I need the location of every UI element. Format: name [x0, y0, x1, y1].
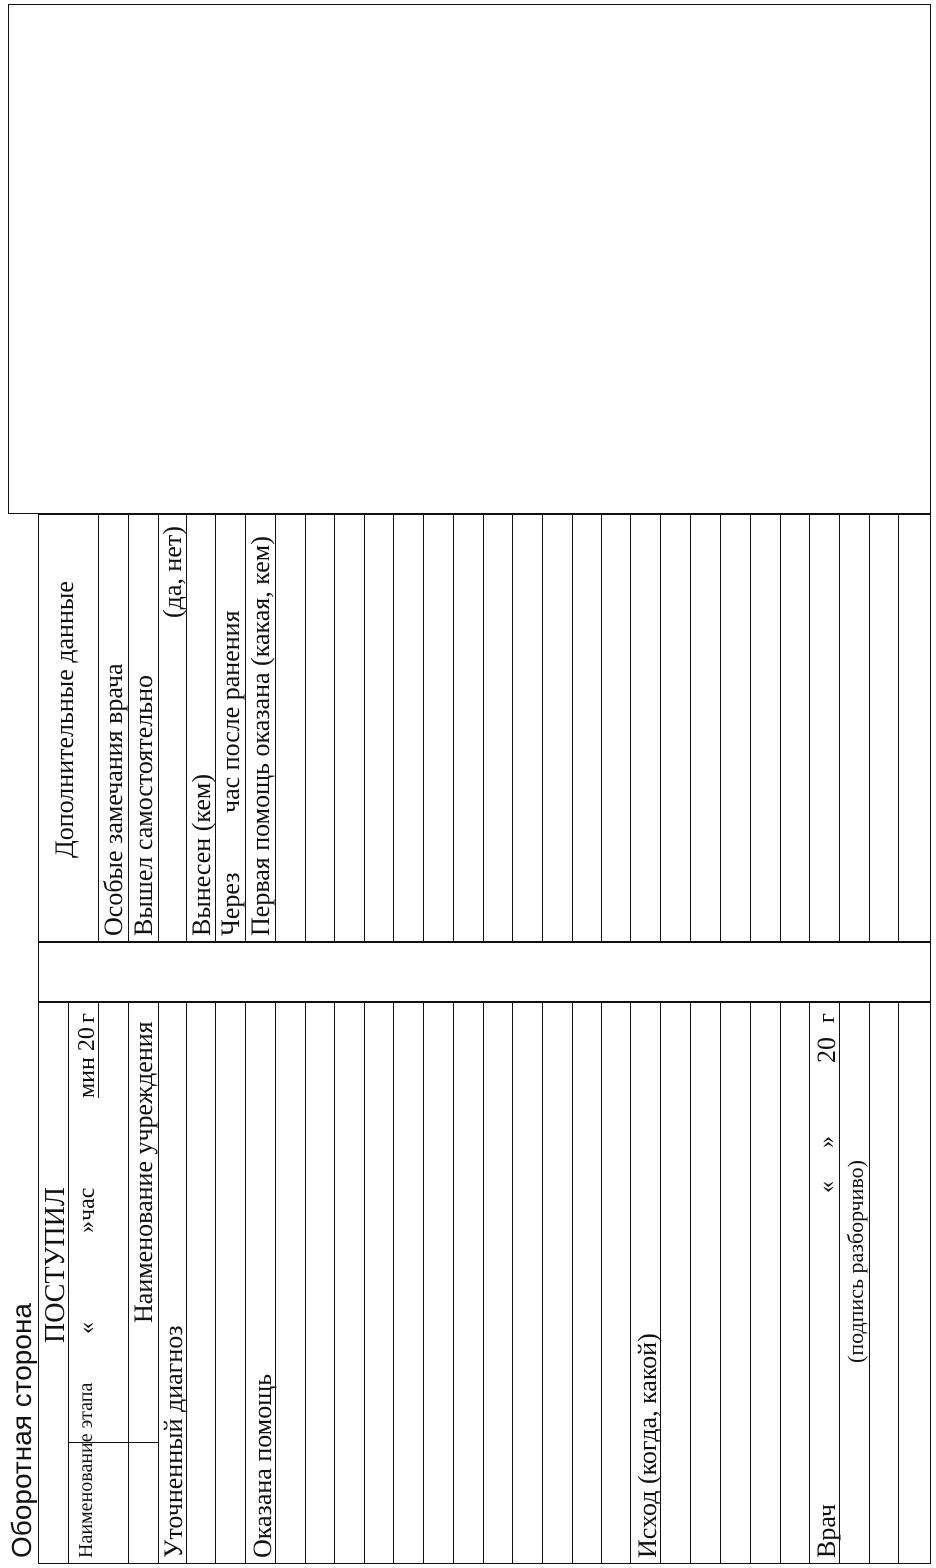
additional-rule [453, 514, 454, 942]
notes-area [8, 4, 931, 514]
help-label: Оказана помощь [248, 1373, 277, 1558]
additional-rule [690, 514, 691, 942]
arrival-rule [423, 1002, 424, 1564]
arrival-rule [572, 1002, 573, 1564]
additional-rule [542, 514, 543, 942]
additional-rule [423, 514, 424, 942]
additional-rule [275, 514, 276, 942]
arrival-rule [245, 1002, 246, 1564]
doctor-year: 20 [812, 1037, 841, 1063]
arrival-rule [720, 1002, 721, 1564]
arrival-rule [483, 1002, 484, 1564]
arrival-rule [780, 1002, 781, 1564]
first-aid-label: Первая помощь оказана (какая, кем) [246, 536, 275, 936]
additional-rule [572, 514, 573, 942]
arrival-rule [601, 1002, 602, 1564]
walked-out-label: Вышел самостоятельно [129, 674, 158, 936]
carried-by-label: Вынесен (кем) [187, 773, 216, 936]
stage-label: Наименование этапа [75, 1382, 97, 1558]
diagnosis-label: Уточненный диагноз [159, 1325, 188, 1558]
doctor-label: Врач [812, 1504, 841, 1558]
date-open-quote: « [74, 1322, 100, 1334]
arrival-rule [750, 1002, 751, 1564]
date-year-suffix: г [74, 1013, 100, 1023]
signature-hint: (подпись разборчиво) [843, 1159, 868, 1363]
arrival-header: ПОСТУПИЛ [40, 1187, 71, 1343]
yes-no-hint: (да, нет) [158, 526, 187, 618]
arrival-rule [393, 1002, 394, 1564]
arrival-rule [809, 1002, 810, 1564]
arrival-rule [364, 1002, 365, 1564]
additional-header: Дополнительные данные [50, 581, 79, 858]
additional-rule [483, 514, 484, 942]
additional-rule [630, 514, 631, 942]
additional-rule [869, 514, 870, 942]
outcome-label: Исход (когда, какой) [633, 1333, 662, 1558]
date-hour: »час [74, 1187, 100, 1233]
arrival-rule [542, 1002, 543, 1564]
arrival-rule [898, 1002, 899, 1564]
additional-rule [750, 514, 751, 942]
arrival-rule [630, 1002, 631, 1564]
institution-label: Наименование учреждения [129, 1021, 158, 1323]
date-min: мин 20 [74, 1027, 100, 1098]
arrival-rule [839, 1002, 840, 1564]
doctor-date-open: « [814, 1181, 840, 1193]
arrival-rule [334, 1002, 335, 1564]
additional-rule [364, 514, 365, 942]
arrival-rule [690, 1002, 691, 1564]
doctor-notes-label: Особые замечания врача [99, 663, 128, 936]
arrival-rule [215, 1002, 216, 1564]
additional-rule [839, 514, 840, 942]
side-title: Оборотная сторона [6, 1303, 37, 1558]
arrival-rule [453, 1002, 454, 1564]
arrival-rule [305, 1002, 306, 1564]
additional-rule [305, 514, 306, 942]
arrival-rule [869, 1002, 870, 1564]
additional-rule [809, 514, 810, 942]
additional-rule [660, 514, 661, 942]
additional-rule [780, 514, 781, 942]
additional-rule [512, 514, 513, 942]
after-prefix: Через [216, 872, 245, 936]
doctor-date-close: » [814, 1136, 840, 1148]
additional-rule [898, 514, 899, 942]
additional-rule [334, 514, 335, 942]
doctor-year-suffix: г [814, 1013, 840, 1023]
additional-rule [601, 514, 602, 942]
additional-rule [393, 514, 394, 942]
additional-rule [720, 514, 721, 942]
arrival-rule [512, 1002, 513, 1564]
middle-strip [38, 942, 931, 1002]
after-suffix: час после ранения [216, 610, 245, 813]
